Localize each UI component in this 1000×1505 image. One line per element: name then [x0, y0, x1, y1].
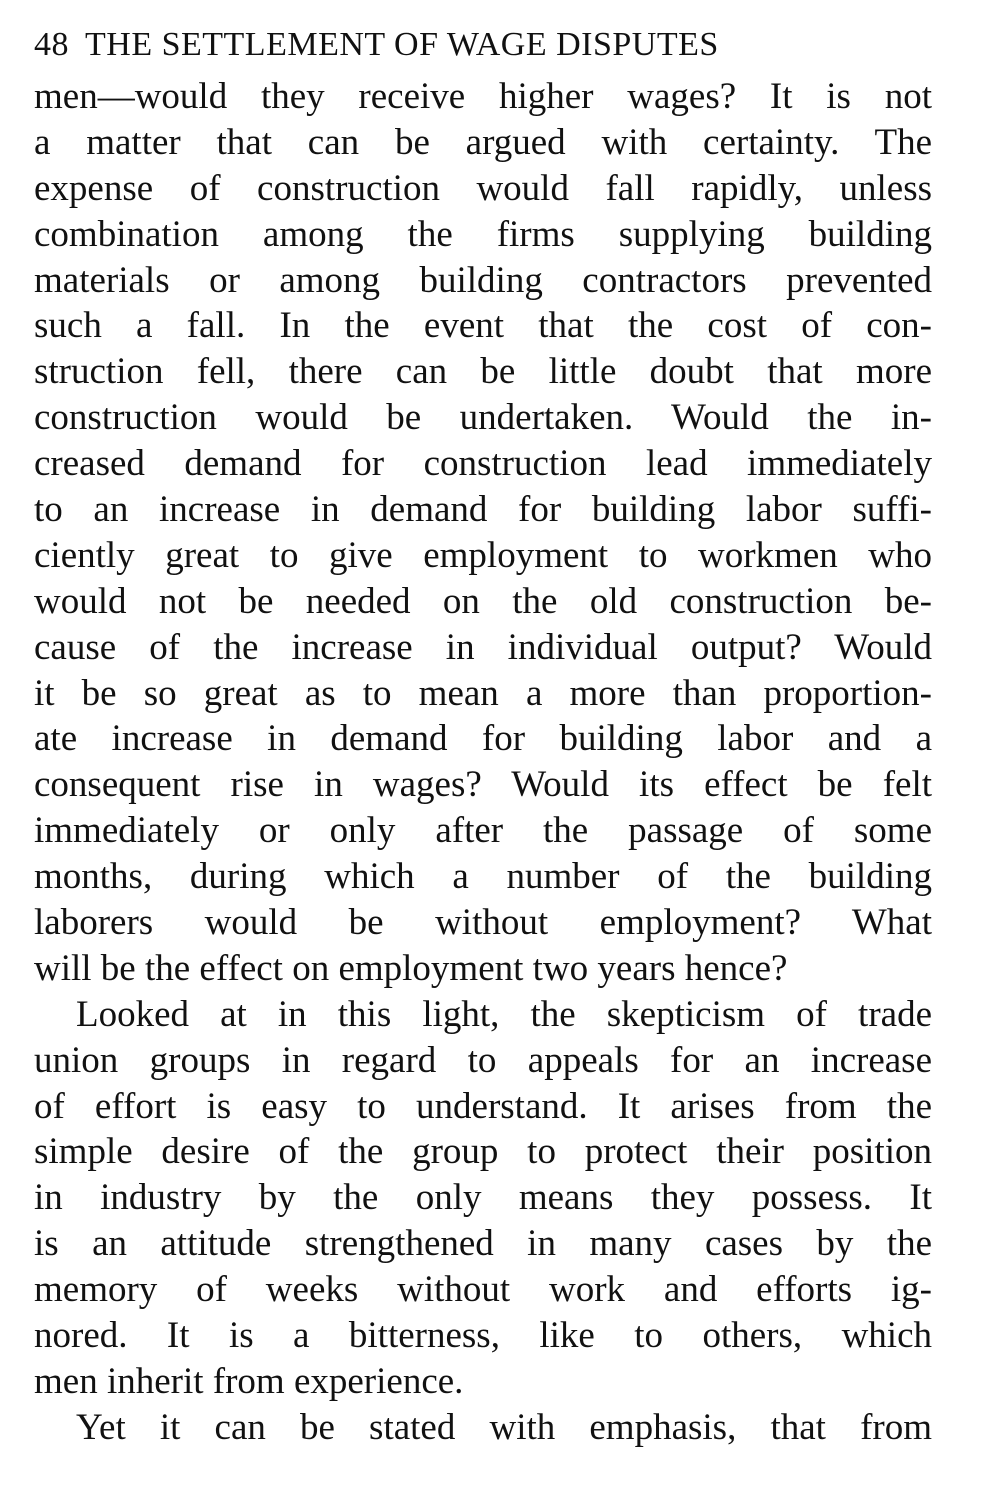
- text-line: would not be needed on the old construction be-: [34, 580, 932, 622]
- text-line: in industry by the only means they possess. It: [34, 1177, 932, 1219]
- text-line: of effort is easy to understand. It arises from the: [34, 1085, 932, 1127]
- text-line: simple desire of the group to protect their position: [34, 1131, 932, 1173]
- book-page: [34, 20, 932, 1451]
- text-line: such a fall. In the event that the cost of con-: [34, 305, 932, 347]
- text-line: Yet it can be stated with emphasis, that from: [76, 1406, 932, 1448]
- text-line: men—would they receive higher wages? It is not: [34, 76, 932, 117]
- text-line: Looked at in this light, the skepticism of trade: [76, 993, 932, 1035]
- text-line: combination among the firms supplying building: [34, 213, 932, 255]
- page-number: 48: [34, 26, 69, 63]
- text-line: memory of weeks without work and efforts ig-: [34, 1269, 932, 1311]
- text-line: laborers would be without employment? What: [34, 902, 932, 944]
- text-line: months, during which a number of the building: [34, 856, 932, 898]
- text-line: it be so great as to mean a more than proportion-: [34, 672, 932, 714]
- text-line: creased demand for construction lead immediately: [34, 443, 932, 485]
- text-line: will be the effect on employment two years hence?: [34, 947, 788, 989]
- text-line: consequent rise in wages? Would its effect be felt: [34, 764, 932, 806]
- text-line: men inherit from experience.: [34, 1360, 464, 1402]
- text-line: struction fell, there can be little doubt that more: [34, 351, 932, 393]
- running-head: [34, 20, 932, 70]
- text-line: immediately or only after the passage of some: [34, 810, 932, 852]
- text-line: nored. It is a bitterness, like to others, which: [34, 1315, 932, 1357]
- text-line: ate increase in demand for building labor and a: [34, 718, 932, 760]
- text-line: expense of construction would fall rapidly, unless: [34, 167, 932, 209]
- running-title: THE SETTLEMENT OF WAGE DISPUTES: [85, 26, 719, 63]
- body-text: [34, 74, 932, 1451]
- text-line: materials or among building contractors prevented: [34, 259, 932, 301]
- text-line: union groups in regard to appeals for an increase: [34, 1039, 932, 1081]
- text-line: cause of the increase in individual output? Would: [34, 626, 932, 668]
- text-line: ciently great to give employment to workmen who: [34, 534, 932, 576]
- text-line: a matter that can be argued with certainty. The: [34, 121, 932, 163]
- text-line: is an attitude strengthened in many cases by the: [34, 1223, 932, 1265]
- text-line: to an increase in demand for building labor suffi-: [34, 489, 932, 531]
- text-line: construction would be undertaken. Would the in-: [34, 397, 932, 439]
